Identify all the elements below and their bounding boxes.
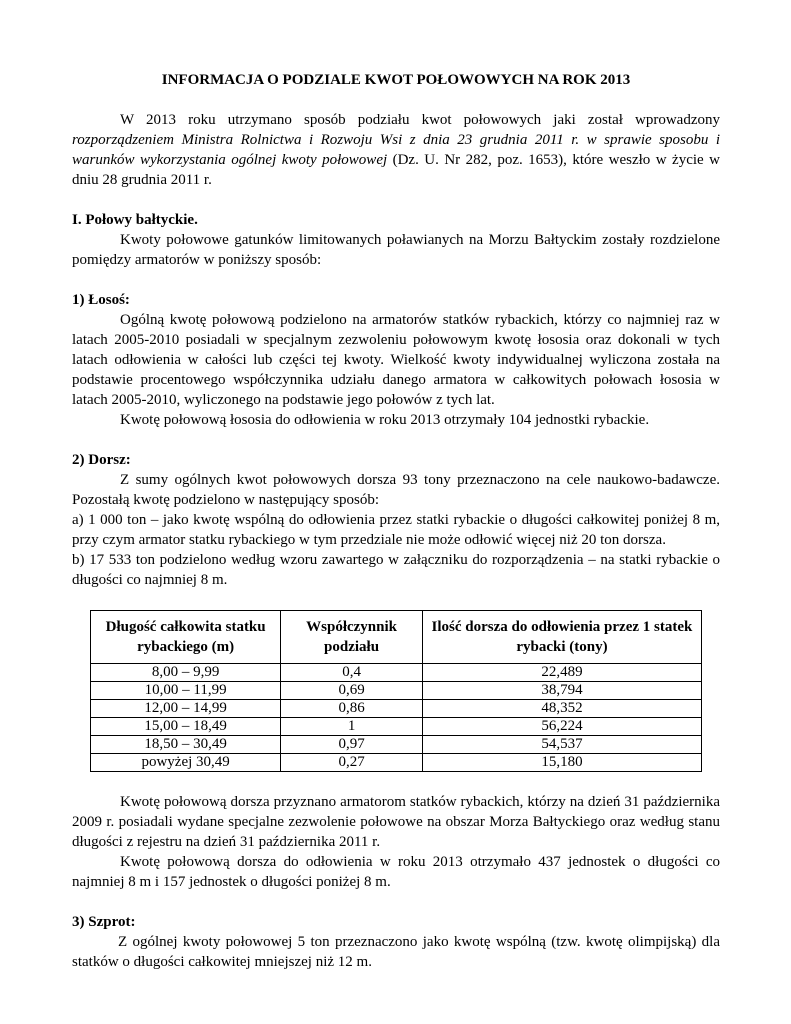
salmon-paragraph-1: Ogólną kwotę połowową podzielono na armatorów statków rybackich, którzy co najmniej raz w latach 2005-2010 posiadali w specjalnym zezwoleniu połowowym kwotę łososia oraz dokonali w tych latach odłowienia w całości lub części tej kwoty. Wielkość kwoty indywidualnej wyliczona została na podstawie procentowego współczynnika udziału danego armatora w całkowitych połowach łososia w latach 2005-2010, wyliczonego na podstawie jego połowów z tych lat. — [72, 312, 720, 408]
document-title: INFORMACJA O PODZIALE KWOT POŁOWOWYCH NA ROK 2013 — [161, 72, 631, 88]
table-cell: 0,27 — [281, 754, 423, 772]
sprat-paragraph-1: Z ogólnej kwoty połowowej 5 ton przeznaczono jako kwotę wspólną (tzw. kwotę olimpijską) dla statków o długości całkowitej mniejszej niż 12 m. — [72, 934, 720, 970]
table-cell: 0,69 — [281, 682, 423, 700]
table-header-length: Długość całkowita statku rybackiego (m) — [91, 611, 281, 664]
table-cell: 12,00 – 14,99 — [91, 700, 281, 718]
cod-paragraph-2: Kwotę połowową dorsza przyznano armatorom statków rybackich, którzy na dzień 31 października 2009 r. posiadali wydane specjalne zezwolenie połowowe na obszar Morza Bałtyckiego oraz według stanu długości z rejestru na dzień 31 października 2011 r. — [72, 794, 720, 850]
heading-cod: 2) Dorsz: — [72, 452, 131, 468]
table-cell: 0,4 — [281, 664, 423, 682]
cod-point-a: a) 1 000 ton – jako kwotę wspólną do odłowienia przez statki rybackie o długości całkowitej poniżej 8 m, przy czym armator statku rybackiego w tym przedziale nie może odłowić więcej niż 20 ton dorsza. — [72, 512, 720, 548]
section-baltic-text: Kwoty połowowe gatunków limitowanych poławianych na Morzu Bałtyckim zostały rozdzielone pomiędzy armatorów w poniższy sposób: — [72, 232, 720, 268]
table-cell: 15,00 – 18,49 — [91, 718, 281, 736]
document-page — [72, 70, 720, 972]
table-cell: 18,50 – 30,49 — [91, 736, 281, 754]
table-row — [91, 754, 702, 772]
table-row — [91, 736, 702, 754]
heading-salmon: 1) Łosoś: — [72, 292, 130, 308]
table-header-row — [91, 611, 702, 664]
intro-paragraph — [72, 110, 720, 190]
table-cell: 0,97 — [281, 736, 423, 754]
table-row — [91, 664, 702, 682]
table-header-amount: Ilość dorsza do odłowienia przez 1 statek rybacki (tony) — [422, 611, 701, 664]
table-cell: 22,489 — [422, 664, 701, 682]
table-cell: 10,00 – 11,99 — [91, 682, 281, 700]
table-cell: powyżej 30,49 — [91, 754, 281, 772]
table-cell: 0,86 — [281, 700, 423, 718]
cod-point-b: b) 17 533 ton podzielono według wzoru zawartego w załączniku do rozporządzenia – na statki rybackie o długości co najmniej 8 m. — [72, 552, 720, 588]
table-cell: 15,180 — [422, 754, 701, 772]
table-cell: 56,224 — [422, 718, 701, 736]
cod-paragraph-3: Kwotę połowową dorsza do odłowienia w roku 2013 otrzymało 437 jednostek o długości co najmniej 8 m i 157 jednostek o długości poniżej 8 m. — [72, 854, 720, 890]
table-cell: 8,00 – 9,99 — [91, 664, 281, 682]
table-header-coefficient: Współczynnik podziału — [281, 611, 423, 664]
section-heading-baltic: I. Połowy bałtyckie. — [72, 212, 198, 228]
table-row — [91, 700, 702, 718]
salmon-paragraph-2: Kwotę połowową łososia do odłowienia w roku 2013 otrzymały 104 jednostki rybackie. — [120, 412, 650, 428]
table-row — [91, 718, 702, 736]
intro-text-a: W 2013 roku utrzymano sposób podziału kwot połowowych jaki został wprowadzony — [120, 112, 720, 128]
cod-quota-table — [90, 610, 702, 772]
table-cell: 1 — [281, 718, 423, 736]
table-cell: 38,794 — [422, 682, 701, 700]
table-row — [91, 682, 702, 700]
table-cell: 48,352 — [422, 700, 701, 718]
intro-regulation-title: rozporządzeniem Ministra Rolnictwa i Rozwoju Wsi z dnia 23 grudnia 2011 r. w sprawie sposobu i warunków wykorzystania ogólnej kwoty połowowej — [72, 132, 720, 168]
table-cell: 54,537 — [422, 736, 701, 754]
cod-paragraph-1: Z sumy ogólnych kwot połowowych dorsza 93 tony przeznaczono na cele naukowo-badawcze. Pozostałą kwotę podzielono w następujący sposób: — [72, 472, 720, 508]
intro-text-c: (Dz. U. Nr 282, poz. 1653), które weszło w życie w dniu 28 grudnia 2011 r. — [72, 152, 720, 188]
heading-sprat: 3) Szprot: — [72, 914, 136, 930]
